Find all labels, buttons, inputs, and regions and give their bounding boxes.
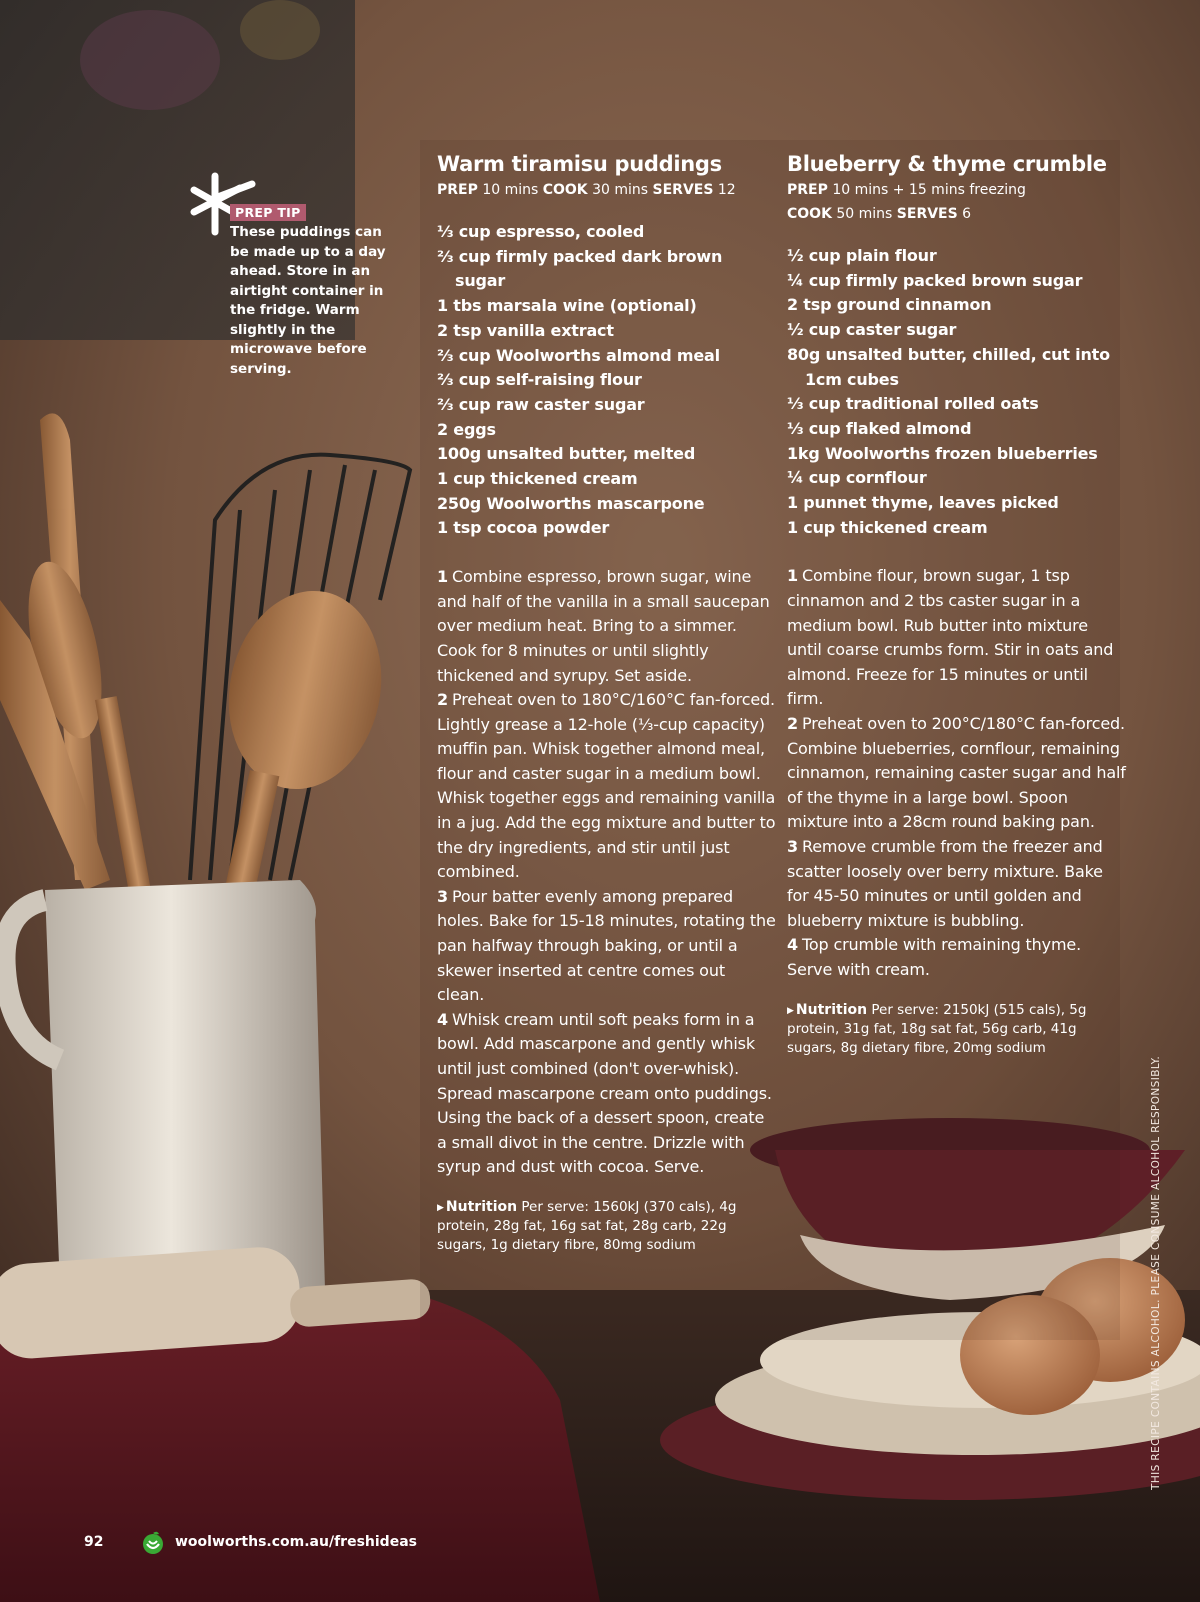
ingredients-list	[787, 244, 1127, 540]
ingredient-item: ⅔ cup Woolworths almond meal	[437, 345, 720, 365]
recipe-tiramisu	[437, 150, 777, 1254]
prep-label: PREP	[787, 182, 828, 198]
nutrition-label: Nutrition	[445, 1198, 518, 1215]
nutrition-text: Per serve: 2150kJ (515 cals), 5g protein, 31g fat, 18g sat fat, 56g carb, 41g sugars, 8g dietary fibre, 20mg sodium	[787, 1001, 1087, 1056]
ingredient-item: 2 tsp ground cinnamon	[787, 295, 992, 315]
prep-value: 10 mins + 15 mins freezing	[827, 182, 1026, 198]
step-text: Remove crumble from the freezer and scatter loosely over berry mixture. Bake for 45-50 minutes or until golden and blueberry mixture is bubbling.	[787, 836, 1103, 930]
method-step	[437, 1008, 777, 1180]
recipe-crumble	[787, 150, 1127, 1057]
step-number: 2	[787, 714, 798, 733]
recipe-meta-2	[787, 202, 1127, 226]
serves-label: SERVES	[896, 206, 958, 222]
step-text: Preheat oven to 180°C/160°C fan-forced. Lightly grease a 12-hole (⅓-cup capacity) muffin pan. Whisk together almond meal, flour and caster sugar in a medium bowl. Whisk together eggs and remaining vanilla in a jug. Add the egg mixture and butter to the dry ingredients, and stir until just combined.	[437, 690, 776, 882]
ingredient-item: 1 cup thickened cream	[787, 517, 988, 537]
prep-tip-label: PREP TIP	[230, 204, 306, 221]
cook-value: 50 mins	[831, 206, 897, 222]
method-step	[787, 933, 1127, 982]
ingredient-item: ⅔ cup firmly packed dark brown sugar	[437, 246, 723, 291]
prep-label: PREP	[437, 182, 478, 198]
page-footer	[84, 1530, 417, 1554]
step-number: 4	[787, 935, 798, 955]
step-text: Preheat oven to 200°C/180°C fan-forced. Combine blueberries, cornflour, remaining cinnamon, remaining caster sugar and half of the thyme in a large bowl. Spoon mixture into a 28cm round baking pan.	[787, 714, 1126, 832]
ingredient-item: ¼ cup firmly packed brown sugar	[787, 270, 1083, 290]
ingredient-item: ⅓ cup traditional rolled oats	[787, 394, 1039, 414]
woolworths-logo-icon	[139, 1530, 167, 1554]
method-step	[787, 564, 1127, 712]
nutrition-info	[437, 1198, 777, 1255]
serves-label: SERVES	[652, 182, 714, 198]
recipe-meta	[437, 178, 777, 202]
step-number: 3	[437, 886, 448, 906]
ingredient-item: 2 tsp vanilla extract	[437, 320, 614, 340]
cook-value: 30 mins	[587, 182, 653, 198]
nutrition-info	[787, 1001, 1127, 1058]
ingredient-item: ⅓ cup espresso, cooled	[437, 222, 645, 241]
ingredient-item: ¼ cup cornflour	[787, 468, 927, 488]
alcohol-disclaimer: THIS RECIPE CONTAINS ALCOHOL. PLEASE CONSUME ALCOHOL RESPONSIBLY.	[1150, 1055, 1162, 1490]
ingredient-item: ½ cup plain flour	[787, 246, 937, 265]
triangle-bullet-icon: ▶	[437, 1202, 444, 1213]
step-number: 3	[787, 836, 798, 856]
serves-value: 12	[713, 182, 736, 198]
prep-value: 10 mins	[477, 182, 543, 198]
method-step	[437, 565, 777, 688]
method-step	[787, 712, 1127, 835]
step-text: Top crumble with remaining thyme. Serve with cream.	[787, 935, 1082, 979]
ingredient-item: ½ cup caster sugar	[787, 320, 957, 340]
ingredient-item: 1 tbs marsala wine (optional)	[437, 296, 697, 316]
step-number: 1	[787, 566, 798, 586]
step-number: 1	[437, 567, 448, 587]
ingredients-list	[437, 220, 777, 541]
ingredient-item: ⅔ cup self-raising flour	[437, 370, 642, 390]
serves-value: 6	[957, 206, 972, 222]
ingredient-item: 2 eggs	[437, 419, 496, 439]
ingredient-item: 80g unsalted butter, chilled, cut into 1cm cubes	[787, 344, 1110, 389]
page-number: 92	[84, 1534, 104, 1550]
step-text: Combine flour, brown sugar, 1 tsp cinnamon and 2 tbs caster sugar in a medium bowl. Rub butter into mixture until coarse crumbs form. Stir in oats and almond. Freeze for 15 minutes or until firm.	[787, 566, 1114, 709]
nutrition-label: Nutrition	[795, 1001, 868, 1018]
method-steps	[787, 564, 1127, 982]
step-text: Combine espresso, brown sugar, wine and half of the vanilla in a small saucepan over medium heat. Bring to a simmer. Cook for 8 minutes or until slightly thickened and syrupy. Set aside.	[437, 567, 770, 685]
ingredient-item: ⅔ cup raw caster sugar	[437, 394, 645, 414]
step-number: 4	[437, 1009, 448, 1029]
ingredient-item: 250g Woolworths mascarpone	[437, 493, 705, 513]
recipe-meta	[787, 178, 1127, 202]
recipe-title: Warm tiramisu puddings	[437, 152, 722, 176]
ingredient-item: 1 cup thickened cream	[437, 469, 638, 489]
method-steps	[437, 565, 777, 1180]
method-step	[787, 835, 1127, 933]
ingredient-item: 100g unsalted butter, melted	[437, 444, 696, 464]
ingredient-item: ⅓ cup flaked almond	[787, 418, 972, 438]
cook-label: COOK	[542, 182, 588, 198]
prep-tip-text: These puddings can be made up to a day ahead. Store in an airtight container in the fridge. Warm slightly in the microwave before serving.	[230, 224, 386, 377]
ingredient-item: 1kg Woolworths frozen blueberries	[787, 443, 1098, 463]
method-step	[437, 688, 777, 885]
cook-label: COOK	[787, 206, 832, 222]
method-step	[437, 885, 777, 1008]
step-text: Whisk cream until soft peaks form in a bowl. Add mascarpone and gently whisk until just combined (don't over-whisk). Spread mascarpone cream onto puddings. Using the back of a dessert spoon, create a small divot in the centre. Drizzle with syrup and dust with cocoa. Serve.	[437, 1009, 772, 1177]
step-number: 2	[437, 690, 448, 710]
ingredient-item: 1 tsp cocoa powder	[437, 518, 610, 538]
footer-url[interactable]: woolworths.com.au/freshideas	[175, 1534, 417, 1550]
recipe-title: Blueberry & thyme crumble	[787, 152, 1107, 176]
step-text: Pour batter evenly among prepared holes. Bake for 15-18 minutes, rotating the pan halfway through baking, or until a skewer inserted at centre comes out clean.	[437, 886, 776, 1005]
nutrition-text: Per serve: 1560kJ (370 cals), 4g protein, 28g fat, 16g sat fat, 28g carb, 22g sugars, 1g dietary fibre, 80mg sodium	[437, 1198, 737, 1253]
triangle-bullet-icon: ▶	[787, 1005, 794, 1016]
ingredient-item: 1 punnet thyme, leaves picked	[787, 493, 1059, 513]
